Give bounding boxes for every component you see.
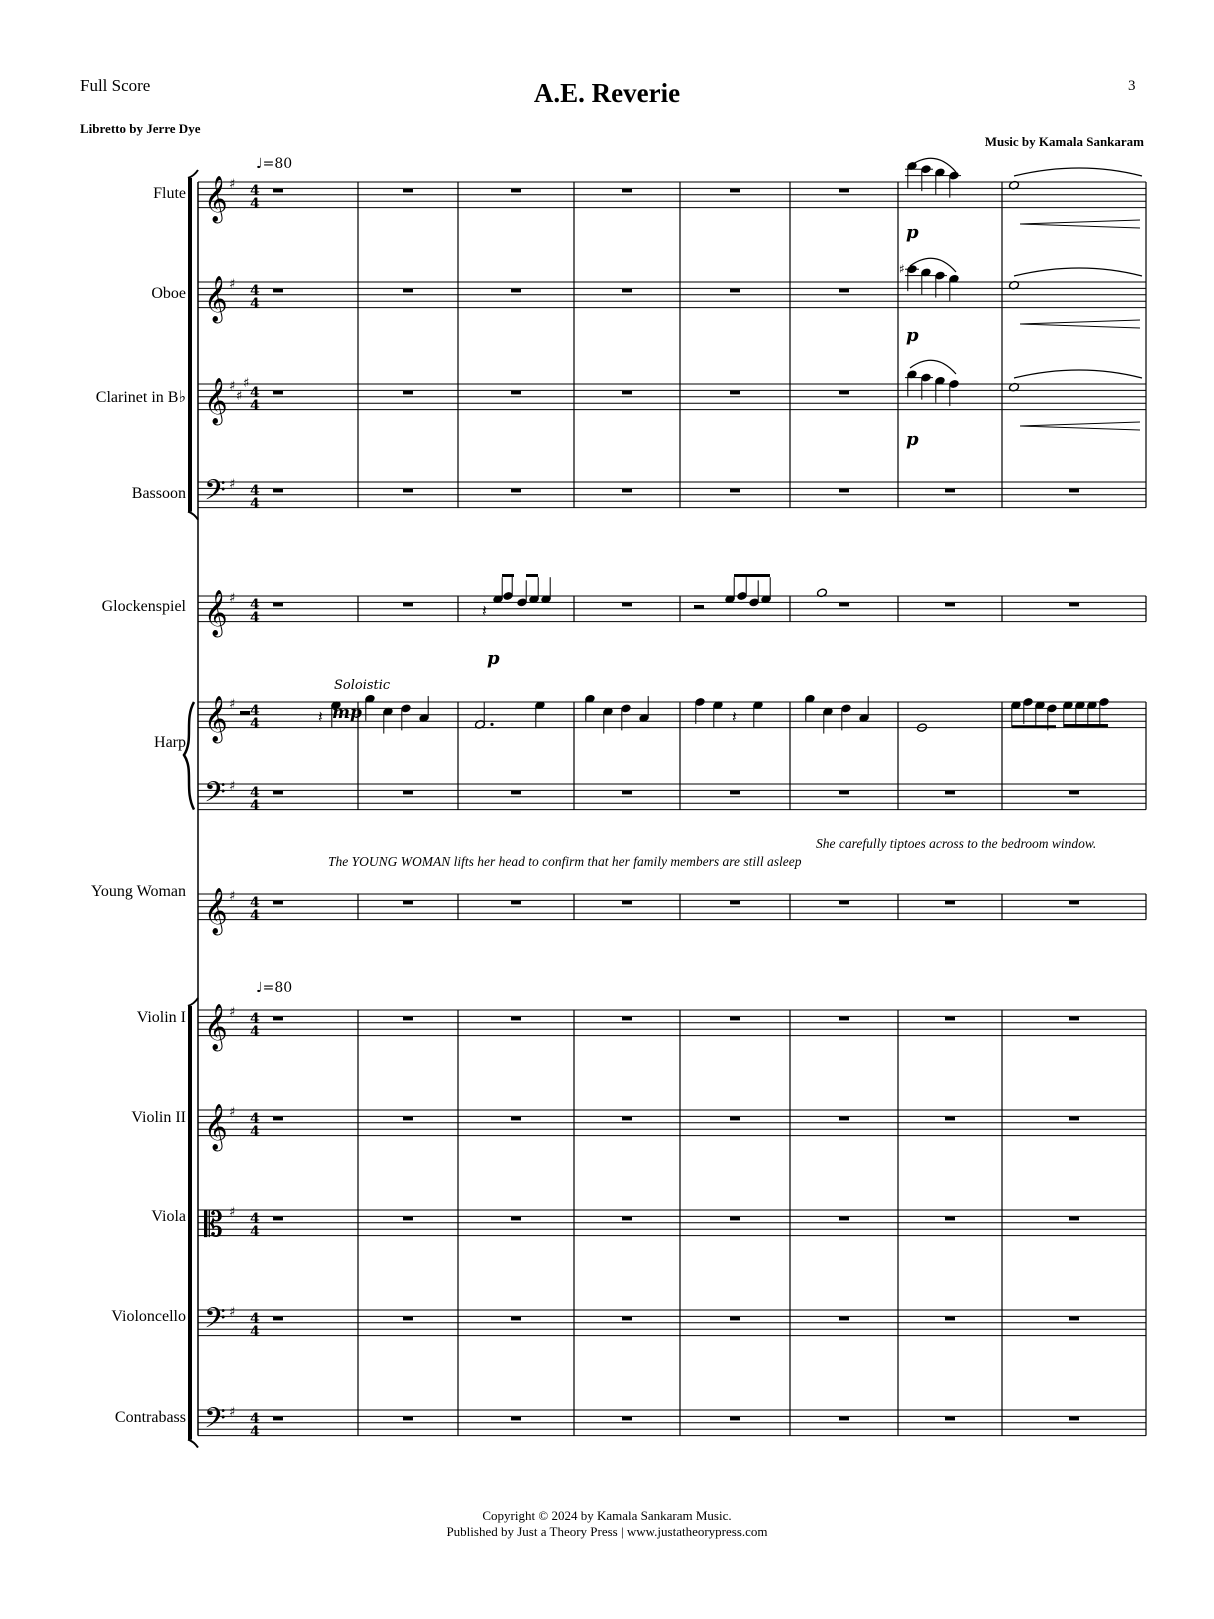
tie <box>1014 268 1142 276</box>
page-title: A.E. Reverie <box>533 78 681 108</box>
time-signature-numerator: 4 <box>250 183 260 199</box>
key-signature-sharp: ♯ <box>229 277 236 292</box>
accidental-sharp: ♯ <box>899 262 905 277</box>
treble-clef: 𝄞 <box>204 1104 228 1150</box>
key-signature-sharp: ♯ <box>229 1005 236 1020</box>
publisher-notice: Published by Just a Theory Press | www.justatheorypress.com <box>446 1524 768 1539</box>
time-signature-numerator: 4 <box>250 385 260 401</box>
whole-rest <box>511 289 521 293</box>
instrument-name-contrabass: Contrabass <box>114 1409 186 1426</box>
key-signature-sharp: ♯ <box>229 177 236 192</box>
time-signature-numerator: 4 <box>250 1211 260 1227</box>
bracket-hook <box>188 512 198 520</box>
whole-rest <box>730 901 740 905</box>
whole-rest <box>945 791 955 795</box>
instrument-name-oboe: Oboe <box>151 285 186 302</box>
treble-clef: 𝄞 <box>204 176 228 222</box>
whole-rest <box>403 1417 413 1421</box>
half-rest <box>694 605 704 609</box>
whole-rest <box>1069 1117 1079 1121</box>
beam <box>526 574 538 577</box>
time-signature-denominator: 4 <box>250 296 260 312</box>
whole-rest <box>622 489 632 493</box>
whole-rest <box>273 791 283 795</box>
instrument-name-harp: Harp <box>154 734 186 751</box>
time-signature-denominator: 4 <box>250 610 260 626</box>
dynamic-glockenspiel: p <box>487 648 500 669</box>
treble-clef: 𝄞 <box>204 888 228 934</box>
whole-rest <box>730 1317 740 1321</box>
tempo-mark-strings: ♩=80 <box>256 980 293 996</box>
bass-clef: 𝄢 <box>204 1402 226 1442</box>
treble-clef: 𝄞 <box>204 590 228 636</box>
key-signature-sharp: ♯ <box>243 376 250 391</box>
time-signature-denominator: 4 <box>250 1124 260 1140</box>
instrument-name-viola: Viola <box>151 1208 186 1225</box>
instrument-name-violoncello: Violoncello <box>111 1308 186 1325</box>
beam <box>1012 725 1056 728</box>
whole-rest <box>839 901 849 905</box>
whole-rest <box>945 1017 955 1021</box>
time-signature-numerator: 4 <box>250 895 260 911</box>
whole-rest <box>839 603 849 607</box>
slur <box>910 360 956 374</box>
score-type-label: Full Score <box>80 76 151 95</box>
decrescendo-hairpins <box>1020 220 1140 430</box>
whole-rest <box>730 1217 740 1221</box>
whole-rest <box>403 791 413 795</box>
time-signature-denominator: 4 <box>250 1424 260 1440</box>
whole-rest <box>622 603 632 607</box>
whole-rest <box>511 1017 521 1021</box>
whole-rest <box>403 1017 413 1021</box>
whole-rest <box>1069 603 1079 607</box>
whole-rest <box>622 1217 632 1221</box>
dynamic-clarinet: p <box>906 429 919 450</box>
dynamic-harp: mp <box>332 703 362 723</box>
whole-rest <box>273 1217 283 1221</box>
instrument-name-violin-2: Violin II <box>131 1109 186 1126</box>
treble-clef: 𝄞 <box>204 1004 228 1050</box>
whole-rest <box>839 791 849 795</box>
whole-rest <box>945 1217 955 1221</box>
composer-credit: Music by Kamala Sankaram <box>984 134 1144 149</box>
key-signature-sharp: ♯ <box>229 697 236 712</box>
whole-rest <box>511 1217 521 1221</box>
whole-rest <box>945 1417 955 1421</box>
time-signature-denominator: 4 <box>250 798 260 814</box>
staff-lines <box>198 182 1146 1436</box>
whole-rest <box>839 1317 849 1321</box>
whole-rest <box>622 189 632 193</box>
augmentation-dot <box>490 723 493 726</box>
instrument-name-clarinet: Clarinet in B♭ <box>95 389 186 406</box>
page-number: 3 <box>1128 78 1136 94</box>
clefs <box>204 176 260 1442</box>
whole-rest <box>273 289 283 293</box>
key-signature-sharp: ♯ <box>229 779 236 794</box>
slur <box>910 258 956 272</box>
expression-soloistic: Soloistic <box>334 678 391 693</box>
barlines <box>198 182 1146 1436</box>
time-signature-numerator: 4 <box>250 483 260 499</box>
time-signature-denominator: 4 <box>250 908 260 924</box>
key-signature-sharp: ♯ <box>229 1205 236 1220</box>
half-rest <box>240 711 250 715</box>
whole-rest <box>945 901 955 905</box>
whole-rest <box>273 1417 283 1421</box>
key-signature-sharp: ♯ <box>236 389 243 404</box>
key-signature-sharp: ♯ <box>229 1405 236 1420</box>
whole-rest <box>1069 901 1079 905</box>
beam <box>502 574 514 577</box>
whole-rest <box>730 1017 740 1021</box>
key-signature-sharp: ♯ <box>229 591 236 606</box>
whole-rest <box>839 289 849 293</box>
whole-rest <box>730 791 740 795</box>
quarter-rest: 𝄽 <box>732 707 737 726</box>
whole-rest <box>1069 489 1079 493</box>
whole-rest <box>1069 791 1079 795</box>
whole-rest <box>839 1217 849 1221</box>
tie <box>1014 370 1142 378</box>
whole-rest <box>730 189 740 193</box>
whole-rest <box>511 791 521 795</box>
whole-rest <box>730 489 740 493</box>
treble-clef: 𝄞 <box>204 378 228 424</box>
decrescendo-hairpin <box>1020 220 1140 228</box>
time-signature-numerator: 4 <box>250 597 260 613</box>
bracket-hook <box>188 170 198 178</box>
dynamic-flute: p <box>906 222 919 243</box>
whole-rest <box>511 1117 521 1121</box>
whole-rest <box>945 1317 955 1321</box>
whole-rest <box>273 1017 283 1021</box>
whole-rest <box>622 791 632 795</box>
whole-rest <box>1069 1417 1079 1421</box>
notes <box>240 158 1142 733</box>
quarter-rest: 𝄽 <box>482 601 487 620</box>
whole-rest <box>273 1317 283 1321</box>
whole-rest <box>403 1317 413 1321</box>
time-signature-denominator: 4 <box>250 1324 260 1340</box>
whole-rest <box>730 391 740 395</box>
whole-rest <box>622 391 632 395</box>
whole-rest <box>273 901 283 905</box>
instrument-name-young-woman: Young Woman <box>90 883 186 900</box>
whole-rest <box>622 1317 632 1321</box>
whole-rest <box>511 489 521 493</box>
whole-rest <box>622 901 632 905</box>
whole-rest <box>403 603 413 607</box>
decrescendo-hairpin <box>1020 320 1140 328</box>
time-signature-denominator: 4 <box>250 1024 260 1040</box>
copyright-notice: Copyright © 2024 by Kamala Sankaram Music. <box>482 1508 732 1523</box>
time-signature-denominator: 4 <box>250 1224 260 1240</box>
whole-rest <box>511 391 521 395</box>
key-signature-sharp: ♯ <box>229 477 236 492</box>
whole-rest <box>273 189 283 193</box>
whole-rest <box>273 603 283 607</box>
time-signature-numerator: 4 <box>250 703 260 719</box>
whole-rest <box>403 1217 413 1221</box>
libretto-credit: Libretto by Jerre Dye <box>80 121 201 136</box>
time-signature-denominator: 4 <box>250 196 260 212</box>
bracket-hook <box>188 998 198 1006</box>
instrument-name-glockenspiel: Glockenspiel <box>101 598 186 615</box>
system-brackets <box>184 170 198 1448</box>
whole-rest <box>839 1117 849 1121</box>
tie <box>1014 168 1142 176</box>
whole-rest <box>511 901 521 905</box>
beam <box>1064 724 1108 727</box>
whole-rest <box>1069 1217 1079 1221</box>
quarter-rest: 𝄽 <box>318 707 323 726</box>
whole-rest <box>511 1317 521 1321</box>
key-signature-sharp: ♯ <box>229 889 236 904</box>
whole-rest <box>622 1117 632 1121</box>
time-signature-denominator: 4 <box>250 398 260 414</box>
whole-rest <box>839 489 849 493</box>
whole-rest <box>839 189 849 193</box>
whole-rest <box>511 1417 521 1421</box>
bracket-hook <box>188 1440 198 1448</box>
key-signature-sharp: ♯ <box>229 379 236 394</box>
whole-rest <box>403 901 413 905</box>
whole-rest <box>730 289 740 293</box>
bass-clef: 𝄢 <box>204 776 226 816</box>
time-signature-denominator: 4 <box>250 496 260 512</box>
whole-rest <box>839 391 849 395</box>
whole-rest <box>945 603 955 607</box>
stage-direction-2: She carefully tiptoes across to the bedroom window. <box>816 836 1097 851</box>
whole-rest <box>403 189 413 193</box>
whole-rest <box>1069 1317 1079 1321</box>
instrument-name-bassoon: Bassoon <box>131 485 186 502</box>
whole-rest <box>1069 1017 1079 1021</box>
whole-rest <box>403 391 413 395</box>
whole-rest <box>730 1117 740 1121</box>
bass-clef: 𝄢 <box>204 1302 226 1342</box>
whole-rest <box>403 289 413 293</box>
whole-rest <box>403 489 413 493</box>
bass-clef: 𝄢 <box>204 474 226 514</box>
harp-brace <box>184 702 194 810</box>
dynamic-oboe: p <box>906 325 919 346</box>
time-signature-numerator: 4 <box>250 283 260 299</box>
time-signature-numerator: 4 <box>250 1011 260 1027</box>
whole-rest <box>273 489 283 493</box>
whole-rest <box>945 1117 955 1121</box>
decrescendo-hairpin <box>1020 422 1140 430</box>
time-signature-numerator: 4 <box>250 1411 260 1427</box>
whole-rest <box>622 1017 632 1021</box>
whole-rest <box>945 489 955 493</box>
treble-clef: 𝄞 <box>204 276 228 322</box>
whole-rest <box>839 1417 849 1421</box>
whole-rest <box>622 289 632 293</box>
time-signature-denominator: 4 <box>250 716 260 732</box>
whole-rest <box>403 1117 413 1121</box>
beam <box>734 574 770 577</box>
whole-rest <box>839 1017 849 1021</box>
alto-clef: 𝄡 <box>204 1205 223 1245</box>
key-signature-sharp: ♯ <box>229 1105 236 1120</box>
key-signature-sharp: ♯ <box>229 1305 236 1320</box>
slur <box>910 158 956 172</box>
stage-direction-1: The YOUNG WOMAN lifts her head to confirm that her family members are still asleep <box>328 854 802 869</box>
tempo-mark-top: ♩=80 <box>256 156 293 172</box>
whole-rest <box>622 1417 632 1421</box>
whole-rest <box>273 1117 283 1121</box>
whole-rest <box>273 391 283 395</box>
time-signature-numerator: 4 <box>250 1311 260 1327</box>
instrument-name-violin-1: Violin I <box>136 1009 186 1026</box>
time-signature-numerator: 4 <box>250 1111 260 1127</box>
time-signature-numerator: 4 <box>250 785 260 801</box>
instrument-name-flute: Flute <box>153 185 186 202</box>
whole-rest <box>730 1417 740 1421</box>
treble-clef: 𝄞 <box>204 696 228 742</box>
whole-rest <box>511 189 521 193</box>
